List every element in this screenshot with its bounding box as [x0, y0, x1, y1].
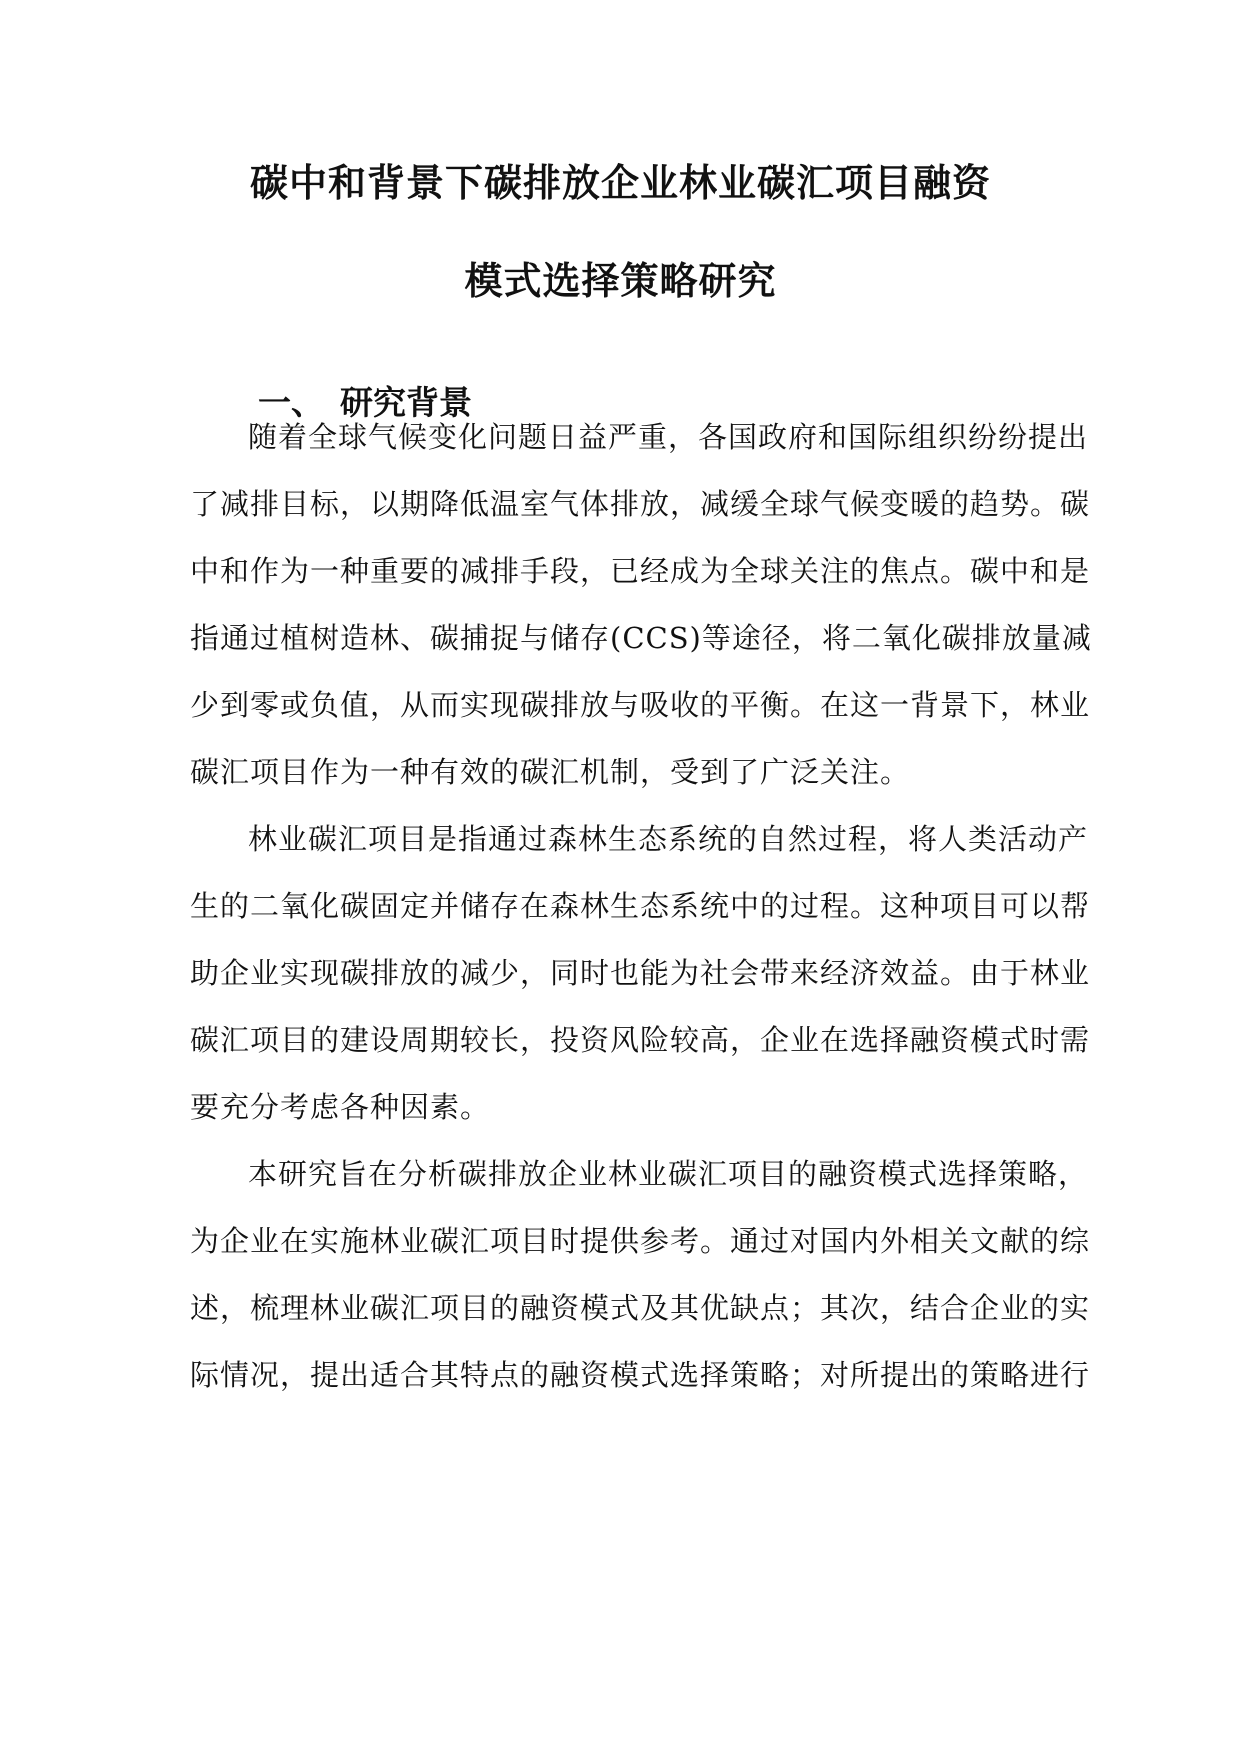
- paragraph-1-line-4: 指通过植树造林、碳捕捉与储存(CCS)等途径，将二氧化碳排放量减: [190, 621, 1092, 655]
- paragraph-1-line-5: 少到零或负值，从而实现碳排放与吸收的平衡。在这一背景下，林业: [190, 688, 1091, 722]
- paragraph-2-line-2: 生的二氧化碳固定并储存在森林生态系统中的过程。这种项目可以帮: [190, 889, 1091, 923]
- document-title-line-1: 碳中和背景下碳排放企业林业碳汇项目融资: [249, 160, 991, 205]
- section-number: 一、: [258, 383, 324, 422]
- section-title: 研究背景: [340, 383, 472, 422]
- paragraph-3-line-2: 为企业在实施林业碳汇项目时提供参考。通过对国内外相关文献的综: [190, 1224, 1091, 1258]
- document-title-line-2: 模式选择策略研究: [464, 258, 777, 303]
- paragraph-3-line-3: 述，梳理林业碳汇项目的融资模式及其优缺点；其次，结合企业的实: [190, 1291, 1091, 1325]
- paragraph-1-line-6: 碳汇项目作为一种有效的碳汇机制，受到了广泛关注。: [190, 755, 911, 789]
- paragraph-2-line-1: 林业碳汇项目是指通过森林生态系统的自然过程，将人类活动产: [248, 822, 1089, 856]
- paragraph-2-line-4: 碳汇项目的建设周期较长，投资风险较高，企业在选择融资模式时需: [190, 1023, 1091, 1057]
- paragraph-3-line-4: 际情况，提出适合其特点的融资模式选择策略；对所提出的策略进行: [190, 1358, 1091, 1392]
- paragraph-1-line-2: 了减排目标，以期降低温室气体排放，减缓全球气候变暖的趋势。碳: [190, 487, 1091, 521]
- paragraph-1-line-3: 中和作为一种重要的减排手段，已经成为全球关注的焦点。碳中和是: [190, 554, 1091, 588]
- paragraph-3-line-1: 本研究旨在分析碳排放企业林业碳汇项目的融资模式选择策略，: [248, 1157, 1089, 1191]
- paragraph-1-line-1: 随着全球气候变化问题日益严重，各国政府和国际组织纷纷提出: [248, 420, 1089, 454]
- paragraph-2-line-3: 助企业实现碳排放的减少，同时也能为社会带来经济效益。由于林业: [190, 956, 1091, 990]
- paragraph-2-line-5: 要充分考虑各种因素。: [190, 1090, 491, 1124]
